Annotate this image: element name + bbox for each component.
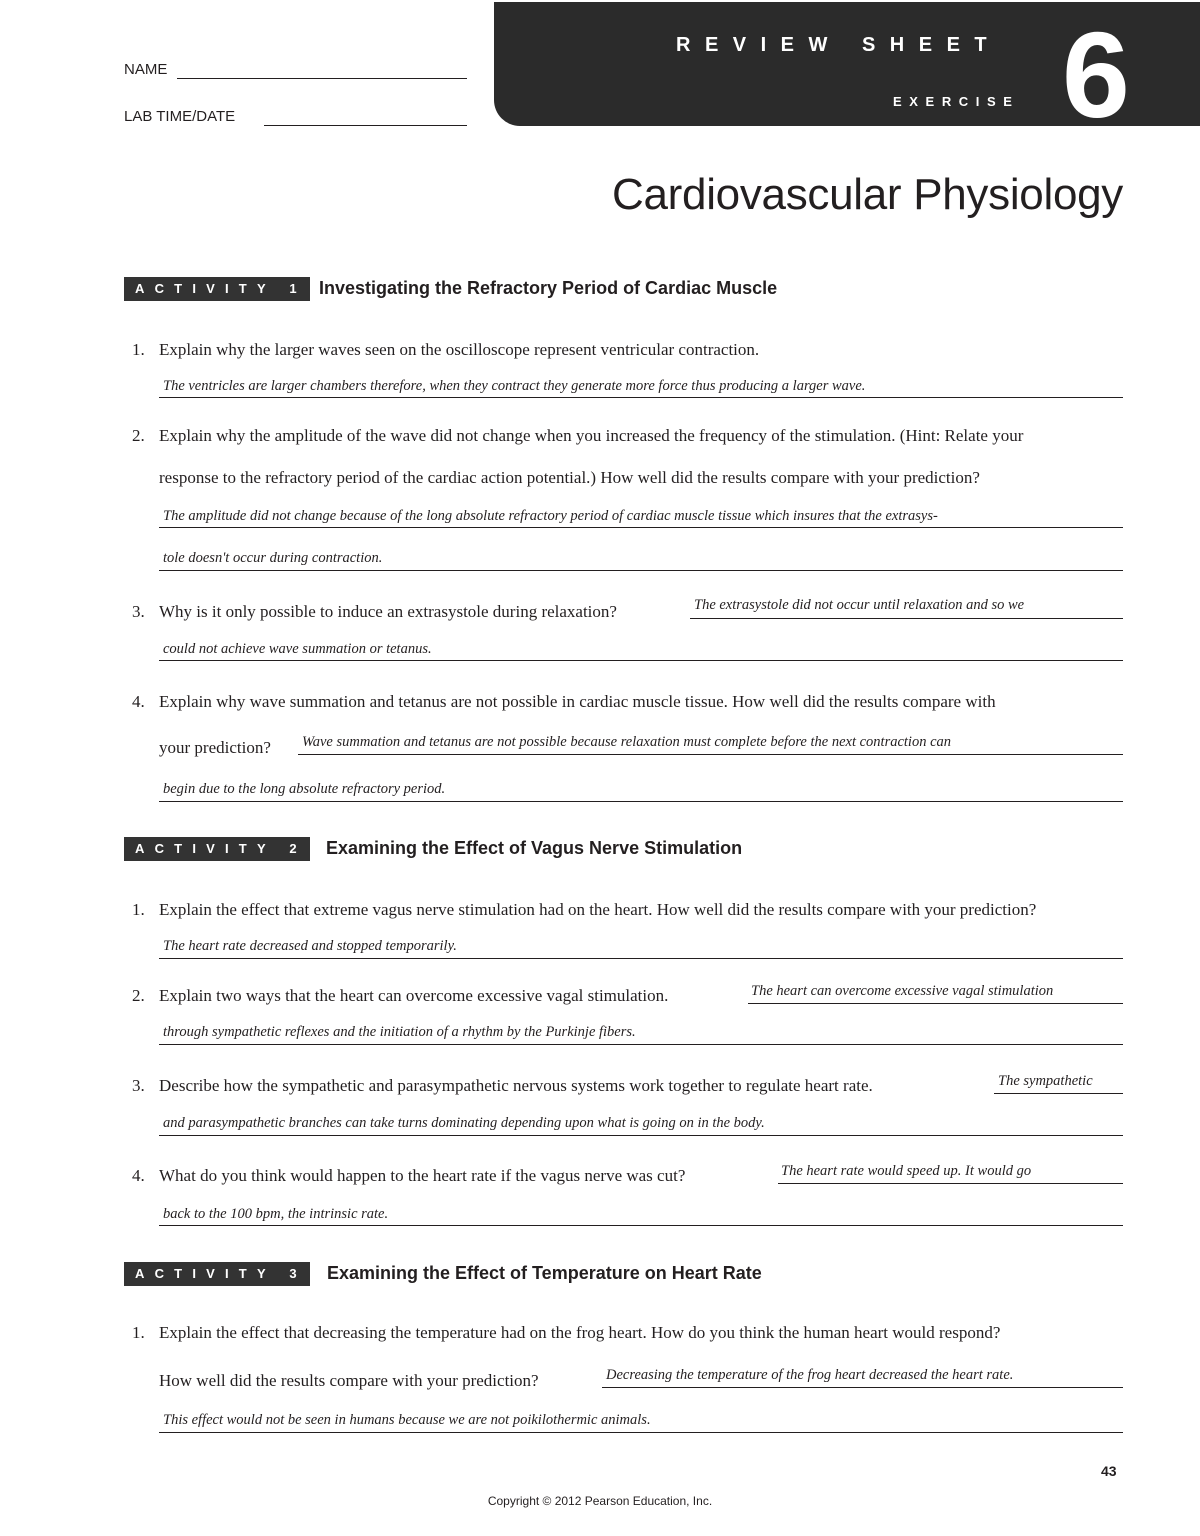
answer-text[interactable]: The amplitude did not change because of the long absolute refractory period of cardiac muscle tissue which insures that the extrasys- (163, 508, 938, 524)
answer-text[interactable]: The ventricles are larger chambers therefore, when they contract they generate more force thus producing a larger wave. (163, 378, 866, 394)
activity-1-tag: ACTIVITY 1 (124, 277, 310, 301)
question-number: 1. (132, 1323, 145, 1342)
answer-line (159, 527, 1123, 528)
answer-line (602, 1387, 1123, 1388)
answer-text[interactable]: The heart can overcome excessive vagal stimulation (751, 983, 1054, 999)
question-number: 3. (132, 1076, 145, 1095)
question-number: 2. (132, 986, 145, 1005)
question-text: Explain why the amplitude of the wave did not change when you increased the frequency of the stimulation. (Hint: Relate your (159, 426, 1024, 445)
copyright-notice: Copyright © 2012 Pearson Education, Inc. (487, 1494, 713, 1508)
answer-text[interactable]: The heart rate would speed up. It would go (781, 1163, 1032, 1179)
question-text: response to the refractory period of the cardiac action potential.) How well did the results compare with your prediction? (159, 468, 980, 487)
answer-text[interactable]: The heart rate decreased and stopped temporarily. (163, 938, 457, 954)
name-field[interactable] (177, 78, 467, 79)
lab-time-date-field[interactable] (264, 125, 467, 126)
answer-line (159, 397, 1123, 398)
name-label: NAME (124, 61, 168, 78)
answer-line (159, 1225, 1123, 1226)
question-text: Explain the effect that extreme vagus nerve stimulation had on the heart. How well did the results compare with your prediction? (159, 900, 1037, 919)
answer-text[interactable]: This effect would not be seen in humans because we are not poikilothermic animals. (163, 1412, 651, 1428)
question-text: Why is it only possible to induce an extrasystole during relaxation? (159, 602, 617, 621)
answer-line (159, 1432, 1123, 1433)
exercise-number: 6 (1062, 7, 1130, 143)
question-number: 3. (132, 602, 145, 621)
answer-text[interactable]: could not achieve wave summation or tetanus. (163, 641, 432, 657)
answer-text[interactable]: through sympathetic reflexes and the initiation of a rhythm by the Purkinje fibers. (163, 1024, 636, 1040)
answer-line (159, 958, 1123, 959)
question-text: your prediction? (159, 738, 271, 757)
answer-line (298, 754, 1123, 755)
banner-title: REVIEW SHEET (676, 34, 1002, 56)
question-number: 4. (132, 1166, 145, 1185)
question-number: 2. (132, 426, 145, 445)
question-text: How well did the results compare with your prediction? (159, 1371, 539, 1390)
activity-1-title: Investigating the Refractory Period of Cardiac Muscle (319, 278, 778, 298)
banner-exercise-label: EXERCISE (893, 94, 1020, 109)
answer-text[interactable]: back to the 100 bpm, the intrinsic rate. (163, 1206, 389, 1222)
answer-text[interactable]: tole doesn't occur during contraction. (163, 550, 383, 566)
question-number: 1. (132, 340, 145, 359)
answer-text[interactable]: The extrasystole did not occur until relaxation and so we (694, 597, 1025, 613)
page-title: Cardiovascular Physiology (612, 170, 1123, 219)
answer-line (994, 1093, 1123, 1094)
answer-text[interactable]: Decreasing the temperature of the frog heart decreased the heart rate. (606, 1367, 1014, 1383)
page-number: 43 (1101, 1463, 1117, 1479)
answer-line (690, 618, 1123, 619)
answer-line (159, 801, 1123, 802)
question-number: 1. (132, 900, 145, 919)
activity-2-title: Examining the Effect of Vagus Nerve Stimulation (326, 838, 743, 858)
answer-line (159, 1044, 1123, 1045)
question-text: Explain two ways that the heart can overcome excessive vagal stimulation. (159, 986, 669, 1005)
activity-2-tag: ACTIVITY 2 (124, 837, 310, 861)
question-text: Describe how the sympathetic and parasympathetic nervous systems work together to regulate heart rate. (159, 1076, 873, 1095)
answer-line (159, 1135, 1123, 1136)
answer-line (159, 660, 1123, 661)
question-text: Explain why the larger waves seen on the oscilloscope represent ventricular contraction. (159, 340, 760, 359)
lab-time-date-label: LAB TIME/DATE (124, 108, 236, 125)
question-text: What do you think would happen to the heart rate if the vagus nerve was cut? (159, 1166, 686, 1185)
answer-line (778, 1183, 1123, 1184)
question-number: 4. (132, 692, 145, 711)
question-text: Explain why wave summation and tetanus are not possible in cardiac muscle tissue. How well did the results compare with (159, 692, 996, 711)
answer-text[interactable]: and parasympathetic branches can take turns dominating depending upon what is going on in the body. (163, 1115, 765, 1131)
answer-text[interactable]: begin due to the long absolute refractory period. (163, 781, 446, 797)
activity-3-tag: ACTIVITY 3 (124, 1262, 310, 1286)
activity-3-title: Examining the Effect of Temperature on Heart Rate (327, 1263, 762, 1283)
answer-line (748, 1003, 1123, 1004)
question-text: Explain the effect that decreasing the temperature had on the frog heart. How do you think the human heart would respond? (159, 1323, 1001, 1342)
answer-line (159, 570, 1123, 571)
answer-text[interactable]: Wave summation and tetanus are not possible because relaxation must complete before the next contraction can (302, 734, 952, 750)
answer-text[interactable]: The sympathetic (998, 1073, 1093, 1089)
